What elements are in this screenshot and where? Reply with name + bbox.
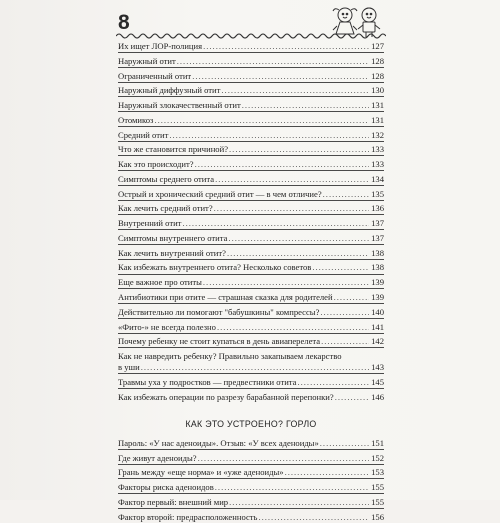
- toc-divider: [118, 288, 384, 289]
- toc-entry[interactable]: [118, 159, 384, 170]
- toc-leader-dots: [141, 362, 369, 373]
- toc-entry-page: 146: [371, 391, 384, 402]
- toc-leader-dots: [182, 218, 369, 229]
- toc-entry[interactable]: [118, 262, 384, 273]
- toc-entry[interactable]: [118, 438, 384, 449]
- toc-entry-title[interactable]: Как не навредить ребенку? Правильно закапываем лекарство: [118, 351, 342, 362]
- toc-entry-title: «Фито-» не всегда полезно: [118, 321, 216, 332]
- toc-entry[interactable]: [118, 307, 384, 318]
- toc-entry-page: 136: [371, 203, 384, 214]
- toc-divider: [118, 449, 384, 450]
- toc-entry-title: Действительно ли помогают "бабушкины" компрессы?: [118, 306, 320, 317]
- toc-leader-dots: [334, 292, 369, 303]
- toc-entry-page: 134: [371, 173, 384, 184]
- toc-entry-title: Травмы уха у подростков — предвестники отита: [118, 376, 297, 387]
- toc-entry-title: Отомикоз: [118, 114, 154, 125]
- toc-leader-dots: [215, 482, 369, 493]
- toc-entry-title: Наружный отит: [118, 55, 176, 66]
- toc-leader-dots: [242, 100, 369, 111]
- toc-entry-title: Наружный злокачественный отит: [118, 100, 241, 110]
- toc-leader-dots: [312, 262, 369, 273]
- toc-leader-dots: [192, 71, 369, 82]
- toc-divider: [118, 111, 384, 112]
- toc-entry[interactable]: [118, 277, 384, 288]
- toc-entry[interactable]: [118, 497, 384, 508]
- toc-divider: [118, 229, 384, 230]
- toc-entry-title: Внутренний отит: [118, 218, 182, 229]
- section-heading[interactable]: КАК ЭТО УСТРОЕНО? ГОРЛО: [185, 419, 317, 430]
- toc-leader-dots: [198, 453, 369, 464]
- toc-divider: [118, 155, 384, 156]
- toc-entry[interactable]: [118, 233, 384, 244]
- toc-divider: [118, 52, 384, 53]
- toc-divider: [118, 274, 384, 275]
- toc-entry-page: 131: [371, 100, 384, 110]
- toc-entry-page: 155: [371, 496, 384, 507]
- toc-divider: [118, 259, 384, 260]
- toc-entry-page: 151: [371, 437, 384, 448]
- toc-entry-title: Как это происходит?: [118, 159, 194, 170]
- toc-divider: [118, 388, 384, 389]
- toc-divider: [118, 185, 384, 186]
- toc-entry-page: 140: [371, 306, 384, 317]
- toc-entry-page: 152: [371, 452, 384, 463]
- toc-entry-title: Их ищет ЛОР-полиция: [118, 40, 203, 51]
- toc-entry-page: 130: [371, 85, 384, 96]
- toc-entry[interactable]: [118, 41, 384, 52]
- toc-leader-dots: [285, 467, 369, 478]
- toc-entry[interactable]: [118, 292, 384, 303]
- toc-divider: [118, 126, 384, 127]
- toc-leader-dots: [214, 203, 369, 214]
- toc-entry-title: Фактор второй: предрасположенность: [118, 511, 258, 522]
- toc-leader-dots: [154, 115, 369, 126]
- toc-entry-page: 141: [371, 321, 384, 332]
- toc-divider: [118, 82, 384, 83]
- toc-entry-title: Факторы риска аденоидов: [118, 482, 214, 493]
- toc-entry-page: 153: [371, 467, 384, 478]
- toc-entry-page: 138: [371, 247, 384, 258]
- toc-entry[interactable]: [118, 189, 384, 200]
- toc-entry-title: Что же становится причиной?: [118, 144, 229, 155]
- toc-entry-page: 132: [371, 129, 384, 140]
- toc-entry-title: Симптомы среднего отита: [118, 173, 215, 184]
- toc-leader-dots: [203, 277, 369, 288]
- toc-leader-dots: [215, 174, 369, 185]
- toc-divider: [118, 170, 384, 171]
- toc-entry-page: 145: [371, 376, 384, 387]
- toc-leader-dots: [258, 512, 369, 523]
- toc-entry-page: 143: [371, 362, 384, 373]
- toc-entry[interactable]: [118, 467, 384, 478]
- toc-entry-title: Как избежать операции по разрезу барабанной перепонки?: [118, 391, 334, 402]
- toc-entry[interactable]: [118, 130, 384, 141]
- toc-leader-dots: [229, 144, 369, 155]
- toc-entry-page: 137: [371, 218, 384, 229]
- toc-entry-page: 131: [371, 114, 384, 125]
- toc-entry[interactable]: [118, 453, 384, 464]
- toc-entry[interactable]: [118, 56, 384, 67]
- toc-entry-title: Еще важное про отиты: [118, 277, 202, 288]
- toc-divider: [118, 508, 384, 509]
- toc-divider: [118, 214, 384, 215]
- toc-entry[interactable]: [118, 336, 384, 347]
- toc-leader-dots: [217, 322, 369, 333]
- toc-entry-title: Как лечить внутренний отит?: [118, 247, 226, 258]
- toc-divider: [118, 347, 384, 348]
- toc-leader-dots: [335, 392, 369, 403]
- toc-divider: [118, 200, 384, 201]
- toc-divider: [118, 244, 384, 245]
- toc-entry-page: 142: [371, 336, 384, 347]
- toc-entry-title: Пароль: «У нас аденоиды». Отзыв: «У всех аденоиды»: [118, 437, 319, 448]
- toc-leader-dots: [228, 233, 369, 244]
- toc-divider: [118, 318, 384, 319]
- toc-divider: [118, 333, 384, 334]
- toc-leader-dots: [195, 159, 369, 170]
- toc-entry[interactable]: [118, 144, 384, 155]
- toc-entry-title: Наружный диффузный отит: [118, 85, 221, 96]
- toc-entry-title: Антибиотики при отите — страшная сказка для родителей: [118, 292, 333, 302]
- toc-leader-dots: [321, 336, 369, 347]
- toc-entry-title: Ограниченный отит: [118, 70, 192, 81]
- toc-entry-page: 128: [371, 70, 384, 81]
- toc-entry[interactable]: [118, 322, 384, 333]
- toc-entry-page: 139: [371, 292, 384, 302]
- toc-entry-title: Грань между «еще норма» и «уже аденоиды»: [118, 467, 284, 478]
- toc-entry-continuation: в уши: [118, 362, 140, 373]
- toc-entry[interactable]: [118, 362, 384, 373]
- toc-entry-title: Острый и хронический средний отит — в чем отличие?: [118, 188, 322, 199]
- toc-entry[interactable]: [118, 218, 384, 229]
- toc-entry-page: 135: [371, 188, 384, 199]
- toc-divider: [118, 303, 384, 304]
- toc-leader-dots: [221, 85, 369, 96]
- toc-entry-page: 127: [371, 40, 384, 51]
- toc-entry[interactable]: [118, 174, 384, 185]
- toc-entry-page: 137: [371, 232, 384, 243]
- toc-entry[interactable]: [118, 392, 384, 403]
- toc-divider: [118, 141, 384, 142]
- toc-leader-dots: [227, 248, 369, 259]
- toc-leader-dots: [297, 377, 369, 388]
- toc-entry-page: 139: [371, 277, 384, 288]
- toc-entry[interactable]: [118, 71, 384, 82]
- toc-entry[interactable]: [118, 482, 384, 493]
- toc-entry-page: 155: [371, 482, 384, 493]
- toc-leader-dots: [203, 41, 369, 52]
- toc-entry-title: Средний отит: [118, 129, 169, 140]
- toc-entry[interactable]: [118, 100, 384, 111]
- toc-divider: [118, 464, 384, 465]
- toc-divider: [118, 493, 384, 494]
- toc-entry-title: Фактор первый: внешний мир: [118, 496, 229, 507]
- toc-entry-page: 128: [371, 55, 384, 66]
- toc-leader-dots: [177, 56, 369, 67]
- toc-entry-title: Как избежать внутреннего отита? Несколько советов: [118, 262, 312, 273]
- toc-entry[interactable]: [118, 512, 384, 523]
- toc-entry-title: Симптомы внутреннего отита: [118, 232, 228, 243]
- toc-divider: [118, 67, 384, 68]
- toc-entry-page: 138: [371, 262, 384, 273]
- toc-entry[interactable]: [118, 377, 384, 388]
- toc-leader-dots: [169, 130, 369, 141]
- toc-divider: [118, 96, 384, 97]
- toc-entry-title: Где живут аденоиды?: [118, 452, 197, 463]
- toc-leader-dots: [323, 189, 369, 200]
- toc-entry-title: Почему ребенку не стоит купаться в день авиаперелета: [118, 336, 321, 347]
- toc-entry[interactable]: [118, 85, 384, 96]
- kids-illustration-icon: [328, 4, 388, 38]
- toc-leader-dots: [229, 497, 369, 508]
- toc-leader-dots: [320, 438, 369, 449]
- toc-entry-page: 133: [371, 159, 384, 170]
- toc-entry-page: 156: [371, 511, 384, 522]
- toc-leader-dots: [320, 307, 369, 318]
- toc-entry[interactable]: [118, 115, 384, 126]
- page-number: 8: [118, 11, 130, 34]
- toc-entry[interactable]: [118, 248, 384, 259]
- toc-entry-page: 133: [371, 144, 384, 155]
- toc-entry-title: Как лечить средний отит?: [118, 203, 213, 214]
- toc-entry[interactable]: [118, 203, 384, 214]
- toc-divider: [118, 373, 384, 374]
- toc-divider: [118, 478, 384, 479]
